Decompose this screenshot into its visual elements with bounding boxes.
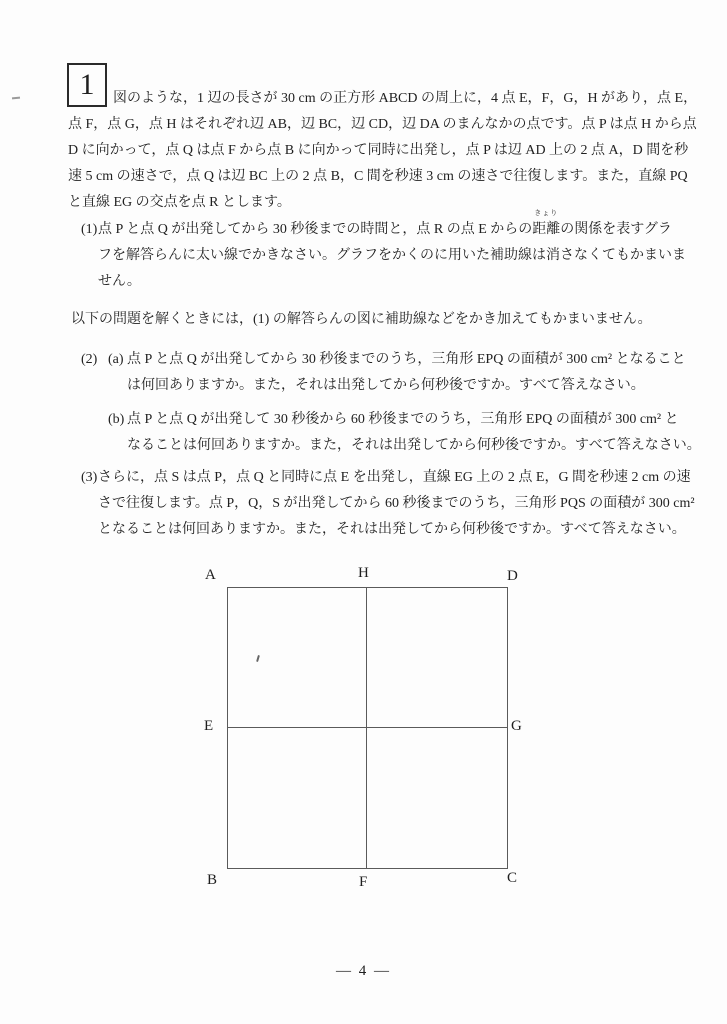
page-number: — 4 — [336,963,391,979]
vertex-label-A: A [205,567,216,583]
ruby-furigana: きょり [534,209,559,217]
vertex-label-B: B [207,872,218,888]
question-2b-text [127,407,701,459]
q1-text-pre: 点 P と点 Q が出発してから 30 秒後までの時間と，点 R の点 E からの [98,222,533,237]
question-2-label: (2) [81,352,98,367]
question-2a-line: 点 P と点 Q が出発してから 30 秒後までのうち，三角形 EPQ の面積が 300 cm² となること [127,352,686,367]
midpoint-label-F: F [359,874,368,890]
vertex-label-D: D [507,568,518,584]
question-2a-line: は何回ありますか。また，それは出発してから何秒後ですか。すべて答えなさい。 [127,378,645,393]
intro-line: D に向かって，点 Q は点 F から点 B に向かって同時に出発し，点 P は辺 AD 上の 2 点 A，D 間を秒 [68,143,689,158]
ruby-base: 距離 [532,222,561,237]
q1-text-post: の関係を表すグラ [560,222,672,237]
page-footer [0,963,727,980]
question-1 [81,209,686,295]
intro-line: 点 F，点 G，点 H はそれぞれ辺 AB，辺 BC，辺 CD，辺 DA のまんなかの点です。点 P は点 H から点 [68,117,697,132]
question-3-text [98,465,695,543]
intro-line: 速 5 cm の速さで，点 Q は辺 BC 上の 2 点 B，C 間を秒速 3 cm の速さで往復します。また，直線 PQ [68,169,688,184]
question-2a-text [127,347,686,399]
midpoint-label-G: G [511,718,522,734]
vertex-label-C: C [507,870,518,886]
note-line: 以下の問題を解くときには，(1) の解答らんの図に補助線などをかき加えてもかまいません。 [71,312,652,327]
question-2b [108,407,701,459]
question-1-line [98,209,686,243]
intro-paragraph [68,86,698,216]
square-ABCD [227,587,508,869]
segment-EG [227,727,507,728]
question-1-text [98,209,686,295]
midpoint-label-H: H [358,565,369,581]
question-3-line: さらに，点 S は点 P，点 Q と同時に点 E を出発し，直線 EG 上の 2 点 E，G 間を秒速 2 cm の速 [98,470,691,485]
question-1-line: せん。 [98,274,141,289]
intro-line: 図のような，1 辺の長さが 30 cm の正方形 ABCD の周上に，4 点 E，F，G，H があり，点 E， [113,91,698,106]
scan-artifact-dash [12,97,20,100]
question-2a-label: (a) [108,352,124,367]
question-3-line: となることは何回ありますか。また，それは出発してから何秒後ですか。すべて答えなさい。 [98,522,686,537]
problem-number: 1 [79,68,95,101]
question-1-label: (1) [81,222,98,237]
ruby-kyori [532,209,561,243]
question-2a [81,347,686,399]
question-3-label: (3) [81,470,98,485]
question-2b-label: (b) [108,412,125,427]
question-3 [81,465,695,543]
question-3-line: さで往復します。点 P，Q，S が出発してから 60 秒後までのうち，三角形 PQS の面積が 300 cm² [98,496,695,511]
question-1-line: フを解答らんに太い線でかきなさい。グラフをかくのに用いた補助線は消さなくてもかまいま [98,248,686,263]
question-2b-line: 点 P と点 Q が出発して 30 秒後から 60 秒後までのうち，三角形 EPQ の面積が 300 cm² と [127,412,679,427]
question-2b-line: なることは何回ありますか。また，それは出発してから何秒後ですか。すべて答えなさい。 [127,438,701,453]
midpoint-label-E: E [204,718,214,734]
intro-line: と直線 EG の交点を点 R とします。 [68,195,291,210]
